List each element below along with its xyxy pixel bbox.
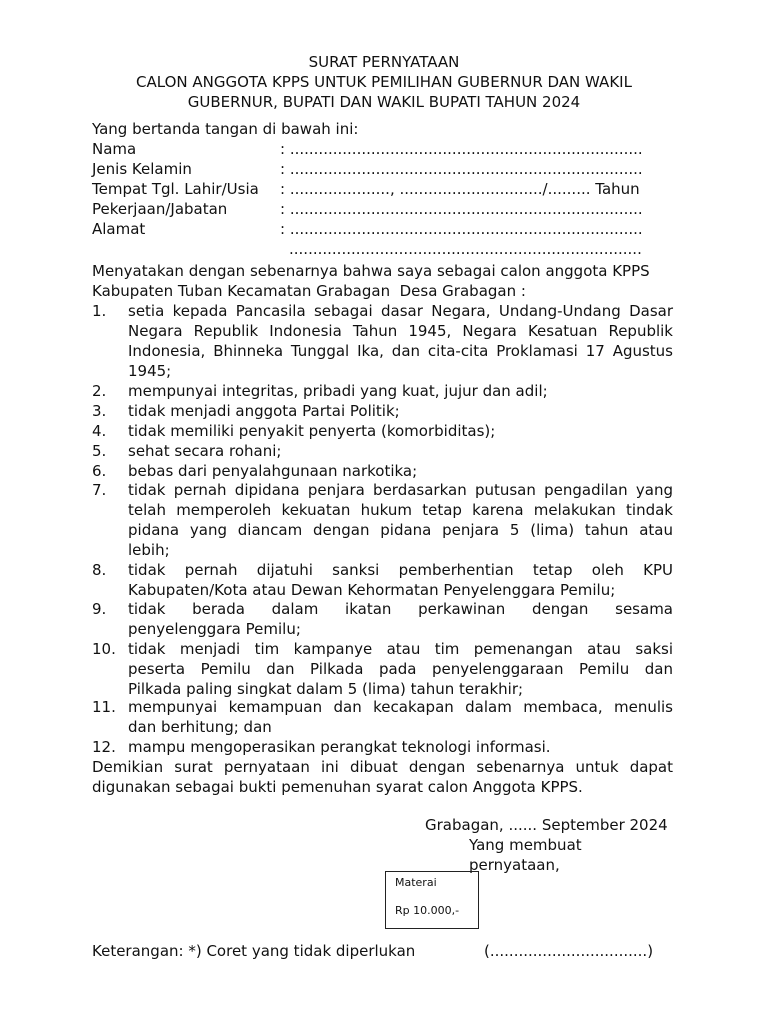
list-item-text: Kabupaten/Kota atau Dewan Kehormatan Penyelenggara Pemilu; — [128, 581, 616, 599]
list-item-text: tidak menjadi anggota Partai Politik; — [128, 402, 400, 420]
list-item-text: tidak pernah dipidana penjara berdasarkan putusan pengadilan yang — [128, 481, 673, 499]
list-item-text: tidak pernah dijatuhi sanksi pemberhentian tetap oleh KPU — [128, 561, 673, 579]
list-item-text: mampu mengoperasikan perangkat teknologi informasi. — [128, 738, 551, 756]
closing-line-1: Demikian surat pernyataan ini dibuat dengan sebenarnya untuk dapat — [92, 758, 673, 776]
list-item-number: 12. — [92, 738, 116, 756]
document-subtitle-line-1: CALON ANGGOTA KPPS UNTUK PEMILIHAN GUBERNUR DAN WAKIL — [136, 73, 632, 91]
statement-line-2: Kabupaten Tuban Kecamatan Grabagan Desa Grabagan : — [92, 282, 526, 300]
list-item-number: 9. — [92, 600, 107, 618]
list-item-text: lebih; — [128, 541, 170, 559]
list-item-number: 2. — [92, 382, 107, 400]
footer-note: Keterangan: *) Coret yang tidak diperlukan — [92, 942, 416, 960]
field-label-alamat: Alamat — [92, 220, 146, 238]
signature-name-line: (.................................) — [484, 942, 654, 960]
document-subtitle-line-2: GUBERNUR, BUPATI DAN WAKIL BUPATI TAHUN 2024 — [187, 93, 581, 111]
list-item-text: Negara Republik Indonesia Tahun 1945, Negara Kesatuan Republik — [128, 322, 673, 340]
list-item-text: dan berhitung; dan — [128, 718, 272, 736]
intro-text: Yang bertanda tangan di bawah ini: — [92, 120, 359, 138]
list-item-text: telah memperoleh kekuatan hukum tetap karena melakukan tindak — [128, 501, 673, 519]
field-value-alamat: : .......................................................................... — [280, 220, 643, 238]
list-item-text: Indonesia, Bhinneka Tunggal Ika, dan cita-cita Proklamasi 17 Agustus — [128, 342, 673, 360]
list-item-number: 11. — [92, 698, 116, 716]
list-item-text: Pilkada paling singkat dalam 5 (lima) tahun terakhir; — [128, 680, 524, 698]
list-item-text: tidak berada dalam ikatan perkawinan dengan sesama — [128, 600, 673, 618]
list-item-number: 8. — [92, 561, 107, 579]
list-item-text: tidak menjadi tim kampanye atau tim pemenangan atau saksi — [128, 640, 673, 658]
field-label-tempat-lahir: Tempat Tgl. Lahir/Usia — [92, 180, 259, 198]
field-label-pekerjaan: Pekerjaan/Jabatan — [92, 200, 228, 218]
list-item-text: tidak memiliki penyakit penyerta (komorbiditas); — [128, 422, 496, 440]
list-item-text: pidana yang diancam dengan pidana penjara 5 (lima) tahun atau — [128, 521, 673, 539]
list-item-text: peserta Pemilu dan Pilkada pada penyelenggaraan Pemilu dan — [128, 660, 673, 678]
list-item-text: bebas dari penyalahgunaan narkotika; — [128, 462, 418, 480]
field-value-tempat-lahir: : ....................., ............................../......... Tahun — [280, 180, 640, 198]
list-item-number: 3. — [92, 402, 107, 420]
list-item-text: penyelenggara Pemilu; — [128, 620, 301, 638]
list-item-number: 7. — [92, 481, 107, 499]
list-item-number: 6. — [92, 462, 107, 480]
list-item-number: 10. — [92, 640, 116, 658]
list-item-text: setia kepada Pancasila sebagai dasar Negara, Undang-Undang Dasar — [128, 302, 673, 320]
signature-place-date: Grabagan, ...... September 2024 — [425, 816, 668, 834]
materai-label: Materai — [395, 876, 437, 889]
list-item-text: mempunyai integritas, pribadi yang kuat, jujur dan adil; — [128, 382, 548, 400]
field-value-alamat-line-2: .......................................................................... — [289, 240, 642, 258]
field-label-nama: Nama — [92, 140, 137, 158]
list-item-number: 1. — [92, 302, 107, 320]
list-item-text: sehat secara rohani; — [128, 442, 282, 460]
signature-label-line-2: pernyataan, — [469, 856, 560, 874]
statement-line-1: Menyatakan dengan sebenarnya bahwa saya sebagai calon anggota KPPS — [92, 262, 650, 280]
list-item-text: 1945; — [128, 362, 172, 380]
materai-amount: Rp 10.000,- — [395, 904, 460, 917]
closing-line-2: digunakan sebagai bukti pemenuhan syarat calon Anggota KPPS. — [92, 778, 583, 796]
field-label-jenis-kelamin: Jenis Kelamin — [92, 160, 192, 178]
list-item-text: mempunyai kemampuan dan kecakapan dalam membaca, menulis — [128, 698, 673, 716]
materai-stamp-box — [385, 871, 479, 929]
field-value-pekerjaan: : .......................................................................... — [280, 200, 643, 218]
document-title: SURAT PERNYATAAN — [308, 53, 460, 71]
field-value-nama: : .......................................................................... — [280, 140, 643, 158]
list-item-number: 5. — [92, 442, 107, 460]
list-item-number: 4. — [92, 422, 107, 440]
field-value-jenis-kelamin: : .......................................................................... — [280, 160, 643, 178]
signature-label-line-1: Yang membuat — [469, 836, 582, 854]
